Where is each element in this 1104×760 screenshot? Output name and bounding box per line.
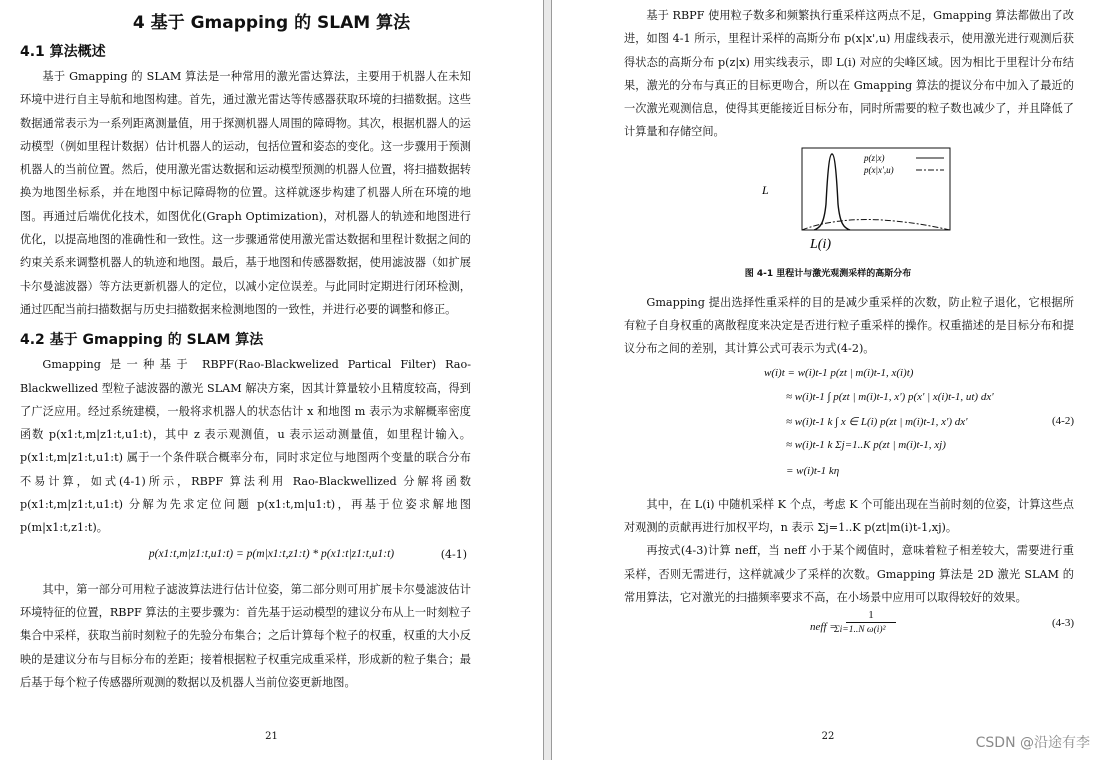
eq43-fraction-bar (846, 622, 896, 623)
page-22 (552, 0, 1104, 760)
figure-4-1-plot (552, 144, 1104, 254)
eq43-numerator: 1 (868, 609, 874, 622)
equation-4-3-number: (4-3) (1052, 617, 1074, 630)
equation-4-1 (0, 548, 543, 572)
legend-dash-label: p(x|x',u) (864, 164, 894, 175)
x-axis-label: L(i) (810, 236, 831, 252)
paragraph-3: 其中，在 L(i) 中随机采样 K 个点，考虑 K 个可能出现在当前时刻的位姿，计算这些点对观测的贡献再进行加权平均，n 表示 Σj=1..K p(zt|m(i)t-1,xj)。 (624, 497, 1074, 534)
section-4-1-title: 4.1 算法概述 (20, 44, 106, 60)
watermark: CSDN @沿途有李 (975, 735, 1090, 751)
eq43-denominator: Σi=1..N ω(i)² (834, 625, 886, 636)
section-4-2-title: 4.2 基于 Gmapping 的 SLAM 算法 (20, 332, 264, 349)
paragraph-1: 基于 RBPF 使用粒子数多和频繁执行重采样这两点不足，Gmapping 算法都做出了改进，如图 4-1 所示，里程计采样的高斯分布 p(x|x',u) 用虚线表示，使用激光进行观测后获得状态的高斯分布 p(z|x) 用实线表示，即 L(i) 对应的尖峰区域。因为相比于里程计分布结果，激光的分布与真正的目标更吻合，所以在 Gmapping 算法的提议分布中加入了最近的一次激光观测信息，使得其更能接近目标分布，同时所需要的粒子数也减少了，并且降低了计算量和存储空间。 (624, 9, 1074, 139)
page-gap (543, 0, 552, 760)
section-4-2-paragraph-2: 其中，第一部分可用粒子滤波算法进行估计位姿，第二部分则可用扩展卡尔曼滤波估计环境特征的位置，RBPF 算法的主要步骤为：首先基于运动模型的建议分布从上一时刻粒子集合中采样，获取当前时刻粒子的先验分布集合；之后计算每个粒子的权重，权重的大小反映的是建议分布与目标分布的差距；接着根据粒子权重完成重采样，形成新的粒子集合；最后基于每个粒子传感器所观测的数据以及机器人当前位姿更新地图。 (20, 582, 471, 689)
eq42-line-5: = w(i)t-1 kη (786, 464, 840, 477)
equation-4-1-number: (4-1) (440, 547, 467, 561)
equation-4-3 (552, 609, 1104, 649)
eq42-line-3: ≈ w(i)t-1 k ∫ x ∈ L(i) p(zt | m(i)t-1, x') dx' (786, 415, 968, 428)
equation-4-2 (552, 361, 1104, 493)
page-21 (0, 0, 543, 760)
paragraph-2: Gmapping 提出选择性重采样的目的是减少重采样的次数，防止粒子退化，它根据所有粒子自身权重的离散程度来决定是否进行粒子重采样的操作。权重描述的是目标分布和提议分布之间的差别，其计算公式可表示为式(4-2)。 (624, 295, 1074, 356)
page-number-22: 22 (821, 731, 835, 742)
figure-4-1 (552, 144, 1104, 254)
eq43-lhs: neff = (810, 621, 837, 634)
odometry-curve (802, 219, 950, 230)
y-axis-label: L (762, 182, 769, 197)
section-4-2-paragraph: Gmapping 是一种基于 RBPF(Rao-Blackwelized Partical Filter) Rao-Blackwellized 型粒子滤波器的激光 SLAM 解决方案，因其计算量较小且精度较高，得到了广泛应用。经过系统建模，一般将求机器人的状态估计 x 和地图 m 表示为求解概率密度函数 p(x1:t,m|z1:t,u1:t)，其中 z 表示观测值，u 表示运动测量值，如里程计输入。p(x1:t,m|z1:t,u1:t) 属于一个条件联合概率分布，同时求定位与地图两个变量的联合分布不易计算，如式(4-1)所示，RBPF 算法利用 Rao-Blackwellized 分解将函数 p(x1:t,m|z1:t,u1:t) 分解为先求定位问题 p(x1:t,m|u1:t)，再基于位姿求解地图 p(m|x1:t,z1:t)。 (20, 358, 471, 535)
equation-4-2-number: (4-2) (1052, 414, 1074, 427)
equation-4-1-body: p(x1:t,m|z1:t,u1:t) = p(m|x1:t,z1:t) * p(x1:t|z1:t,u1:t) (148, 547, 395, 560)
legend-solid-label: p(z|x) (864, 152, 885, 163)
eq42-line-2: ≈ w(i)t-1 ∫ p(zt | m(i)t-1, x') p(x' | x(i)t-1, ut) dx' (786, 390, 994, 403)
paragraph-4: 再按式(4-3)计算 neff，当 neff 小于某个阈值时，意味着粒子相差较大，需要进行重采样，否则无需进行，这样就减少了采样的次数。Gmapping 算法是 2D 激光 SLAM 的常用算法，它对激光的扫描频率要求不高，在小场景中应用可以取得较好的效果。 (624, 544, 1074, 604)
eq42-line-4: ≈ w(i)t-1 k Σj=1..K p(zt | m(i)t-1, xj) (786, 438, 946, 451)
laser-peak-curve (814, 154, 850, 230)
figure-4-1-caption: 图 4-1 里程计与激光观测采样的高斯分布 (744, 268, 912, 279)
eq42-line-1: w(i)t = w(i)t-1 p(zt | m(i)t-1, x(i)t) (764, 366, 914, 379)
chapter-title: 4 基于 Gmapping 的 SLAM 算法 (132, 13, 411, 33)
page-number-21: 21 (265, 731, 278, 742)
section-4-1-paragraph: 基于 Gmapping 的 SLAM 算法是一种常用的激光雷达算法，主要用于机器人在未知环境中进行自主导航和地图构建。首先，通过激光雷达等传感器获取环境的扫描数据。这些数据通常表示为一系列距离测量值，用于探测机器人周围的障碍物。其次，根据机器人的运动模型（例如里程计数据）估计机器人的运动，包括位置和姿态的变化。这一步骤用于预测机器人的当前位置。然后，使用激光雷达数据和运动模型预测的机器人位置，将扫描数据转换为地图坐标系，并在地图中标记障碍物的位置。这样就逐步构建了机器人所在环境的地图。再通过后端优化技术，如图优化(Graph Optimization)，对机器人的轨迹和地图进行优化，以提高地图的准确性和一致性。这一步骤通常使用激光雷达数据和里程计数据之间的约束关系来调整机器人的轨迹和地图。最后，基于地图和传感器数据，使用滤波器（如扩展卡尔曼滤波器）等方法更新机器人的定位，以减小定位误差。与此同时定期进行闭环检测，通过匹配当前扫描数据与历史扫描数据来检测地图的一致性，并进行必要的调整和修正。 (20, 70, 471, 316)
